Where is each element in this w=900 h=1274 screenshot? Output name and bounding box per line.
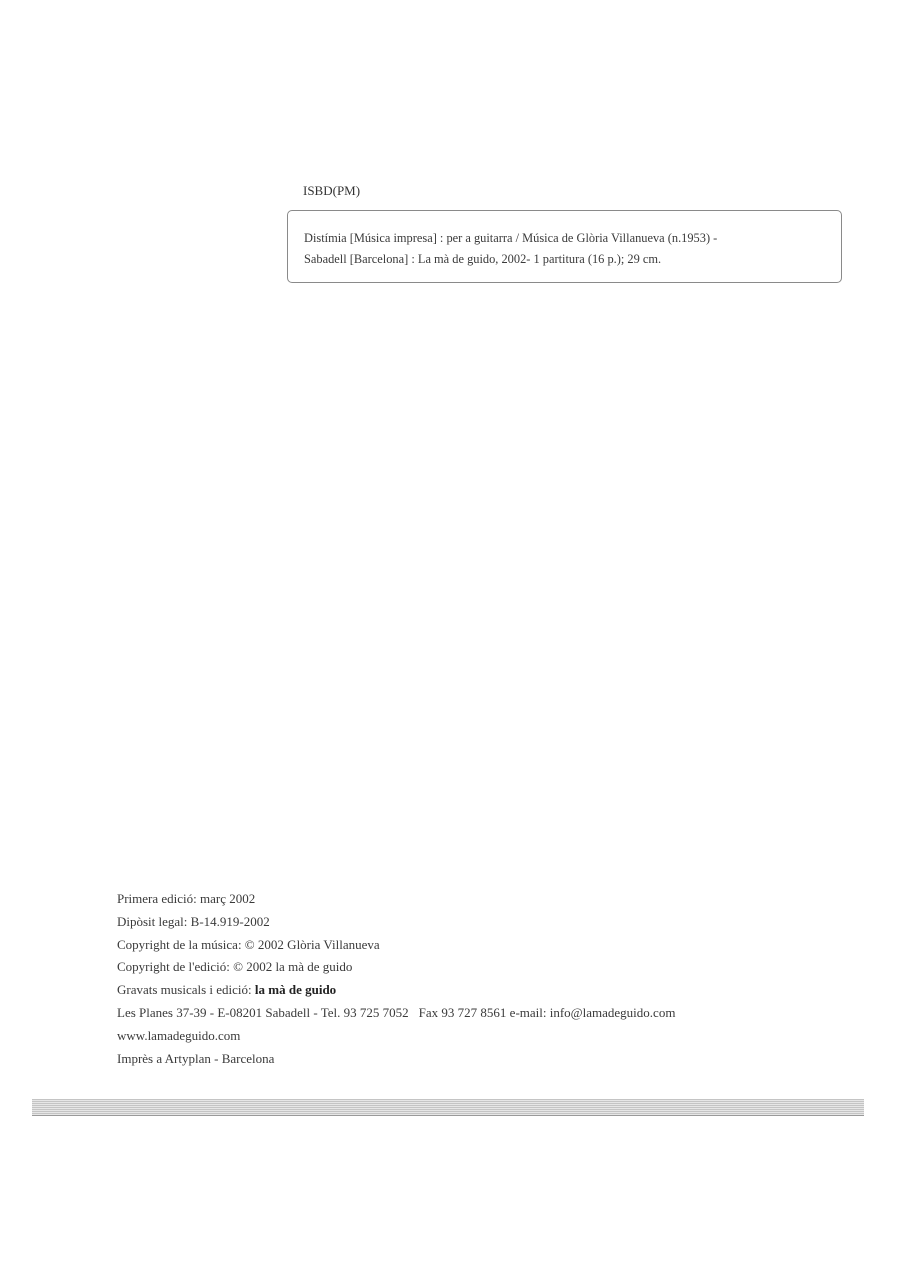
edition-copyright: Copyright de l'edició: © 2002 la mà de guido (117, 959, 353, 975)
publisher-name: la mà de guido (254, 982, 337, 998)
colophon (117, 888, 675, 1070)
postal-address: Les Planes 37-39 - E-08201 Sabadell - Tel. 93 725 7052 (117, 1004, 409, 1020)
catalog-record-box (287, 210, 842, 283)
footer-rule (32, 1099, 864, 1116)
first-edition: Primera edició: març 2002 (117, 891, 256, 906)
printer-credit: Imprès a Artyplan - Barcelona (117, 1050, 275, 1066)
engraving-label: Gravats musicals i edició: (117, 982, 255, 998)
isbd-heading: ISBD(PM) (303, 183, 361, 198)
catalog-record-line: Sabadell [Barcelona] : La mà de guido, 2002- 1 partitura (16 p.); 29 cm. (304, 252, 662, 266)
catalog-record-line: Distímia [Música impresa] : per a guitarra / Música de Glòria Villanueva (n.1953) - (304, 231, 718, 245)
fax-email: Fax 93 727 8561 e-mail: info@lamadeguido.com (418, 1004, 676, 1020)
address-line (117, 1002, 675, 1025)
legal-deposit: Dipòsit legal: B-14.919-2002 (117, 913, 270, 929)
music-copyright: Copyright de la música: © 2002 Glòria Villanueva (117, 936, 380, 952)
website-link[interactable]: www.lamadeguido.com (117, 1027, 241, 1043)
engraving-credit (117, 979, 675, 1002)
